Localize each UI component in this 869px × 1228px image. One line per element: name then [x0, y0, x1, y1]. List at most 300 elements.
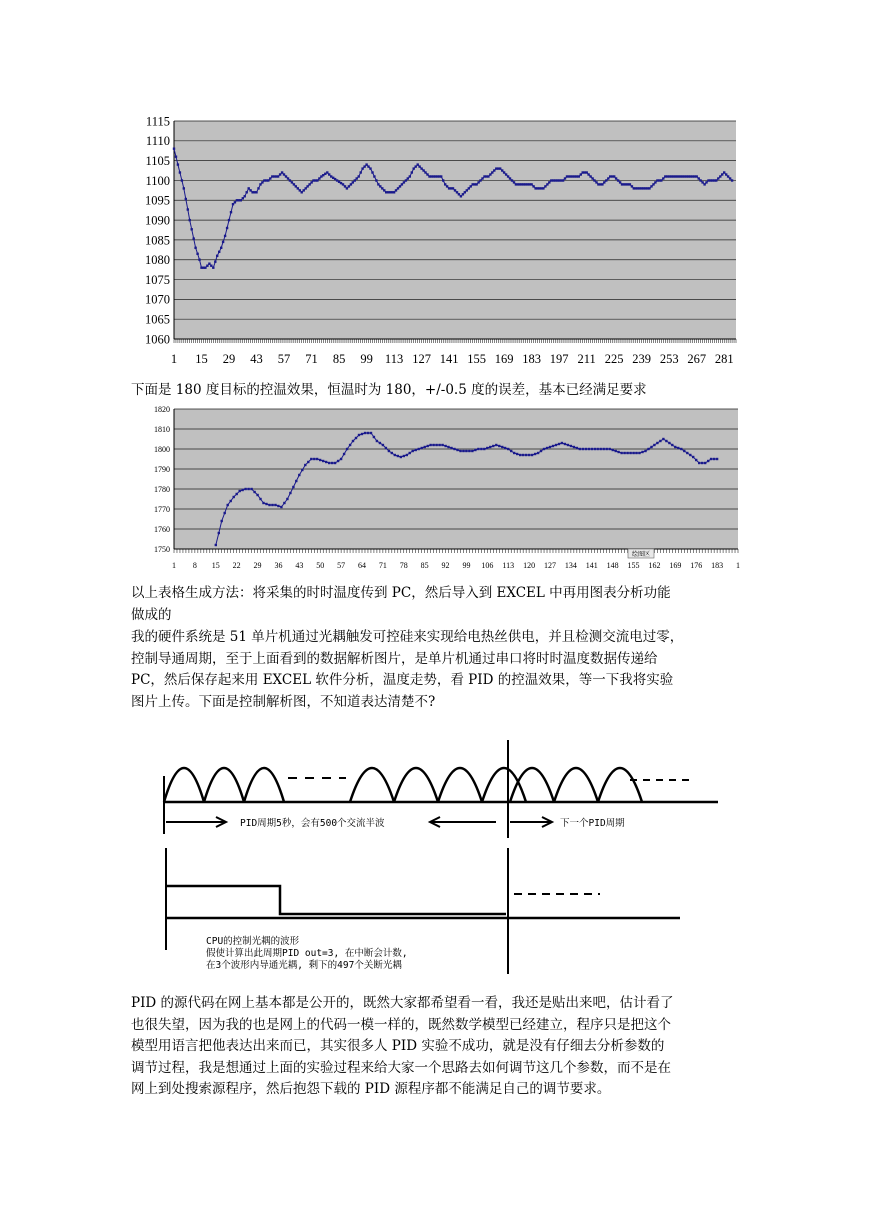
data-point — [193, 237, 195, 239]
x-tick-label: 50 — [316, 561, 325, 570]
data-point — [704, 462, 706, 464]
x-tick-label: 15 — [195, 352, 208, 366]
y-tick-label: 1790 — [154, 464, 170, 474]
data-point — [459, 450, 461, 452]
data-point — [295, 480, 297, 482]
text-line: PID 的源代码在网上基本都是公开的，既然大家都希望看一看，我还是贴出来吧，估计看了 — [131, 995, 674, 1011]
data-point — [567, 444, 569, 446]
data-point — [367, 432, 369, 434]
data-point — [292, 486, 294, 488]
data-point — [304, 464, 306, 466]
data-point — [689, 454, 691, 456]
data-point — [239, 490, 241, 492]
data-point — [198, 259, 200, 261]
data-point — [644, 450, 646, 452]
y-tick-label: 1070 — [145, 292, 170, 307]
data-point — [337, 460, 339, 462]
y-tick-label: 1065 — [145, 312, 170, 327]
data-point — [546, 447, 548, 449]
data-point — [289, 492, 291, 494]
x-tick-label: 162 — [648, 561, 661, 570]
data-point — [474, 449, 476, 451]
data-point — [230, 500, 232, 502]
data-point — [412, 450, 414, 452]
x-tick-label: 183 — [711, 561, 724, 570]
data-point — [175, 156, 177, 158]
data-point — [440, 175, 442, 177]
data-point — [662, 438, 664, 440]
data-point — [271, 504, 273, 506]
data-point — [371, 171, 373, 173]
x-tick-label: 127 — [544, 561, 556, 570]
x-tick-label: 113 — [384, 352, 404, 366]
data-point — [361, 433, 363, 435]
x-tick-label: 29 — [222, 352, 236, 366]
data-point — [531, 454, 533, 456]
x-tick-label: 85 — [332, 352, 346, 366]
data-point — [522, 454, 524, 456]
data-point — [543, 448, 545, 450]
data-point — [594, 448, 596, 450]
data-point — [400, 456, 402, 458]
data-point — [222, 241, 224, 243]
data-point — [650, 446, 652, 448]
data-point — [623, 452, 625, 454]
data-point — [429, 444, 431, 446]
data-point — [280, 506, 282, 508]
x-tick-label: 64 — [358, 561, 366, 570]
data-point — [364, 432, 366, 434]
data-point — [179, 171, 181, 173]
y-tick-label: 1060 — [145, 332, 170, 347]
data-point — [316, 458, 318, 460]
data-point — [504, 447, 506, 449]
data-point — [483, 448, 485, 450]
data-point — [214, 261, 216, 263]
paragraph-generation-method — [131, 583, 737, 626]
data-point — [615, 450, 617, 452]
y-tick-label: 1095 — [145, 193, 170, 208]
data-point — [256, 494, 258, 496]
data-point — [519, 454, 521, 456]
data-point — [731, 179, 733, 181]
data-point — [534, 453, 536, 455]
data-point — [421, 447, 423, 449]
data-point — [196, 253, 198, 255]
paragraph-pid-source — [131, 993, 737, 1101]
data-point — [218, 251, 220, 253]
data-point — [549, 446, 551, 448]
data-point — [325, 461, 327, 463]
data-point — [435, 444, 437, 446]
data-point — [537, 452, 539, 454]
text-line: 做成的 — [131, 606, 172, 623]
data-point — [259, 498, 261, 500]
data-point — [415, 449, 417, 451]
data-point — [456, 449, 458, 451]
data-point — [424, 446, 426, 448]
data-point — [638, 452, 640, 454]
data-point — [510, 450, 512, 452]
data-point — [450, 447, 452, 449]
data-point — [373, 175, 375, 177]
text-line: 我的硬件系统是 51 单片机通过光耦触发可控硅来实现给电热丝供电，并且检测交流电过零， — [131, 629, 684, 645]
data-point — [680, 448, 682, 450]
y-tick-label: 1810 — [154, 424, 170, 434]
data-point — [552, 445, 554, 447]
data-point — [397, 455, 399, 457]
plot-area — [174, 409, 738, 549]
x-tick-label: 239 — [632, 352, 652, 366]
data-point — [465, 450, 467, 452]
data-point — [187, 208, 189, 210]
data-point — [477, 448, 479, 450]
data-point — [226, 227, 228, 229]
data-point — [656, 442, 658, 444]
data-point — [674, 446, 676, 448]
data-point — [406, 454, 408, 456]
text-line: 控制导通周期，至于上面看到的数据解析图片，是单片机通过串口将时时温度数据传递给 — [131, 650, 658, 667]
text-line: 模型用语言把他表达出来而已，其实很多人 PID 实验不成功，就是没有仔细去分析参数的 — [131, 1038, 665, 1054]
data-point — [216, 255, 218, 257]
data-point — [462, 450, 464, 452]
data-point — [274, 504, 276, 506]
data-point — [233, 496, 235, 498]
ac-half-waves — [164, 768, 642, 802]
x-tick-label: 155 — [627, 561, 640, 570]
x-tick-label: 43 — [295, 561, 304, 570]
data-point — [695, 459, 697, 461]
data-point — [307, 461, 309, 463]
x-tick-label: 225 — [604, 352, 624, 366]
x-tick-label: 1 — [170, 352, 178, 366]
temperature-chart-2 — [120, 402, 750, 574]
data-point — [653, 444, 655, 446]
data-point — [492, 445, 494, 447]
data-point — [409, 175, 411, 177]
data-point — [710, 458, 712, 460]
x-tick-label: 281 — [714, 352, 734, 366]
plot-area — [174, 121, 736, 339]
data-point — [489, 446, 491, 448]
data-point — [218, 532, 220, 534]
text-line: 也很失望，因为我的也是网上的代码一模一样的，既然数学模型已经建立，程序只是把这个 — [131, 1016, 671, 1033]
y-tick-label: 1820 — [154, 404, 170, 414]
x-tick-label: 120 — [523, 561, 536, 570]
data-point — [438, 444, 440, 446]
x-tick-label: 36 — [274, 561, 283, 570]
y-tick-label: 1750 — [154, 544, 170, 554]
x-tick-label: 22 — [232, 561, 241, 570]
x-tick-label: 141 — [439, 352, 459, 366]
data-point — [403, 455, 405, 457]
data-point — [388, 450, 390, 452]
data-point — [382, 444, 384, 446]
cpu-waveform-note: CPU的控制光耦的波形 — [206, 936, 300, 947]
data-point — [221, 520, 223, 522]
data-point — [228, 219, 230, 221]
data-point — [659, 440, 661, 442]
text-line: 以上表格生成方法：将采集的时时温度传到 PC，然后导入到 EXCEL 中再用图表分析功能 — [131, 585, 671, 601]
optocoupler-pulse — [166, 886, 506, 914]
data-point — [591, 448, 593, 450]
x-tick-label: 1 — [172, 561, 176, 570]
data-point — [626, 452, 628, 454]
x-tick-label: 85 — [420, 561, 429, 570]
data-point — [427, 445, 429, 447]
data-point — [253, 491, 255, 493]
data-point — [369, 167, 371, 169]
data-point — [579, 448, 581, 450]
data-point — [418, 448, 420, 450]
data-point — [224, 512, 226, 514]
data-point — [358, 175, 360, 177]
data-point — [301, 469, 303, 471]
data-point — [471, 450, 473, 452]
data-point — [331, 462, 333, 464]
cpu-waveform-note: 在3个波形内导通光耦, 剩下的497个关断光耦 — [206, 960, 402, 971]
x-tick-label: 169 — [669, 561, 682, 570]
data-point — [501, 446, 503, 448]
data-point — [486, 447, 488, 449]
data-point — [564, 443, 566, 445]
plot-area-tab-label: 绘图区 — [631, 552, 651, 558]
x-tick-label: 99 — [462, 561, 471, 570]
data-point — [516, 453, 518, 455]
data-point — [191, 228, 193, 230]
y-tick-label: 1760 — [154, 524, 170, 534]
data-point — [665, 440, 667, 442]
x-tick-label: 78 — [399, 561, 408, 570]
data-point — [194, 247, 196, 249]
data-point — [528, 454, 530, 456]
data-point — [373, 436, 375, 438]
x-tick-label: 113 — [502, 561, 515, 570]
data-point — [246, 191, 248, 193]
data-point — [701, 462, 703, 464]
data-point — [376, 440, 378, 442]
data-point — [247, 488, 249, 490]
data-point — [585, 448, 587, 450]
data-point — [707, 460, 709, 462]
data-point — [215, 544, 217, 546]
x-tick-label: 8 — [192, 561, 197, 570]
data-point — [442, 179, 444, 181]
data-point — [189, 219, 191, 221]
data-point — [617, 451, 619, 453]
x-tick-label: 141 — [585, 561, 598, 570]
y-tick-label: 1770 — [154, 504, 170, 514]
data-point — [212, 267, 214, 269]
data-point — [220, 247, 222, 249]
data-point — [391, 452, 393, 454]
x-tick-label: 169 — [494, 352, 514, 366]
data-point — [283, 502, 285, 504]
y-tick-label: 1075 — [145, 272, 170, 287]
data-point — [244, 195, 246, 197]
x-tick-label: 197 — [549, 352, 569, 366]
data-point — [686, 452, 688, 454]
x-tick-label: 43 — [250, 352, 263, 366]
data-point — [582, 448, 584, 450]
data-point — [600, 448, 602, 450]
x-tick-label: 92 — [441, 561, 450, 570]
data-point — [358, 434, 360, 436]
data-point — [513, 452, 515, 454]
caption-180-target: 下面是 180 度目标的控温效果，恒温时为 180，+/-0.5 度的误差，基本已经满足要求 — [131, 382, 647, 398]
data-point — [629, 452, 631, 454]
x-tick-label: 211 — [577, 352, 596, 366]
data-point — [558, 443, 560, 445]
x-tick-label: 267 — [687, 352, 707, 366]
data-point — [346, 448, 348, 450]
data-point — [453, 448, 455, 450]
data-point — [244, 488, 246, 490]
data-point — [480, 448, 482, 450]
data-point — [375, 179, 377, 181]
x-tick-label: 127 — [412, 352, 431, 366]
data-point — [603, 448, 605, 450]
data-point — [647, 448, 649, 450]
data-point — [612, 449, 614, 451]
paragraph-hardware — [131, 627, 737, 713]
y-tick-label: 1100 — [145, 173, 170, 188]
data-point — [394, 454, 396, 456]
data-point — [668, 442, 670, 444]
data-point — [241, 489, 243, 491]
y-tick-label: 1085 — [145, 233, 170, 248]
data-point — [183, 187, 185, 189]
data-point — [319, 459, 321, 461]
data-point — [635, 452, 637, 454]
data-point — [495, 444, 497, 446]
data-point — [713, 458, 715, 460]
data-point — [507, 448, 509, 450]
y-tick-label: 1105 — [145, 154, 170, 169]
y-tick-label: 1090 — [145, 213, 170, 228]
data-point — [620, 452, 622, 454]
data-point — [409, 452, 411, 454]
y-tick-label: 1800 — [154, 444, 170, 454]
x-tick-label: 183 — [522, 352, 542, 366]
data-point — [313, 458, 315, 460]
y-tick-label: 1780 — [154, 484, 170, 494]
data-point — [224, 235, 226, 237]
data-point — [540, 450, 542, 452]
data-point — [385, 447, 387, 449]
data-point — [255, 191, 257, 193]
data-point — [432, 444, 434, 446]
data-point — [561, 442, 563, 444]
x-tick-label: 57 — [337, 561, 346, 570]
cpu-waveform-note: 假使计算出此周期PID out=3, 在中断会计数, — [206, 948, 408, 959]
x-tick-label: 71 — [305, 352, 318, 366]
data-point — [411, 171, 413, 173]
data-point — [525, 454, 527, 456]
data-point — [349, 444, 351, 446]
x-tick-label: 57 — [277, 352, 291, 366]
x-tick-label: 15 — [211, 561, 220, 570]
x-tick-label: 134 — [564, 561, 577, 570]
data-point — [441, 444, 443, 446]
data-point — [236, 493, 238, 495]
data-point — [588, 448, 590, 450]
data-point — [444, 445, 446, 447]
data-point — [340, 458, 342, 460]
data-point — [570, 445, 572, 447]
data-point — [250, 488, 252, 490]
data-point — [716, 458, 718, 460]
x-tick-label: 1 — [736, 561, 740, 570]
data-point — [671, 444, 673, 446]
data-point — [185, 198, 187, 200]
data-point — [352, 440, 354, 442]
x-tick-label: 99 — [360, 352, 373, 366]
data-point — [606, 448, 608, 450]
data-point — [298, 474, 300, 476]
control-timing-diagram — [150, 738, 730, 978]
data-point — [468, 450, 470, 452]
text-line: PC，然后保存起来用 EXCEL 软件分析，温度走势，看 PID 的控温效果，等一下我将实验 — [131, 672, 674, 688]
data-point — [322, 460, 324, 462]
data-point — [230, 211, 232, 213]
data-point — [343, 453, 345, 455]
data-point — [597, 448, 599, 450]
data-point — [555, 444, 557, 446]
x-tick-label: 176 — [690, 561, 703, 570]
x-tick-label: 148 — [606, 561, 619, 570]
data-point — [370, 432, 372, 434]
data-point — [177, 163, 179, 165]
data-point — [447, 446, 449, 448]
data-point — [355, 437, 357, 439]
text-line: 调节过程，我是想通过上面的实验过程来给大家一个思路去如何调节这几个参数，而不是在 — [131, 1059, 671, 1076]
x-tick-label: 106 — [481, 561, 494, 570]
y-tick-label: 1115 — [145, 114, 170, 129]
data-point — [227, 504, 229, 506]
text-line: 图片上传。下面是控制解析图，不知道表达清楚不? — [131, 693, 436, 710]
data-point — [360, 171, 362, 173]
data-point — [277, 505, 279, 507]
data-point — [692, 456, 694, 458]
data-point — [379, 442, 381, 444]
x-tick-label: 253 — [659, 352, 679, 366]
data-point — [181, 179, 183, 181]
data-point — [632, 452, 634, 454]
x-tick-label: 155 — [467, 352, 486, 366]
data-point — [265, 503, 267, 505]
data-point — [268, 504, 270, 506]
x-tick-label: 29 — [253, 561, 262, 570]
data-point — [257, 187, 259, 189]
data-point — [683, 450, 685, 452]
pid-period-label: PID周期5秒，会有500个交流半波 — [240, 818, 385, 829]
data-point — [576, 447, 578, 449]
data-point — [328, 462, 330, 464]
data-point — [641, 451, 643, 453]
y-tick-label: 1110 — [145, 134, 170, 149]
data-point — [677, 447, 679, 449]
data-point — [334, 462, 336, 464]
data-point — [286, 498, 288, 500]
data-point — [609, 448, 611, 450]
data-point — [573, 446, 575, 448]
data-point — [498, 445, 500, 447]
temperature-chart-1 — [120, 112, 750, 374]
data-point — [262, 502, 264, 504]
next-pid-period-label: 下一个PID周期 — [560, 818, 625, 829]
data-point — [173, 148, 175, 150]
